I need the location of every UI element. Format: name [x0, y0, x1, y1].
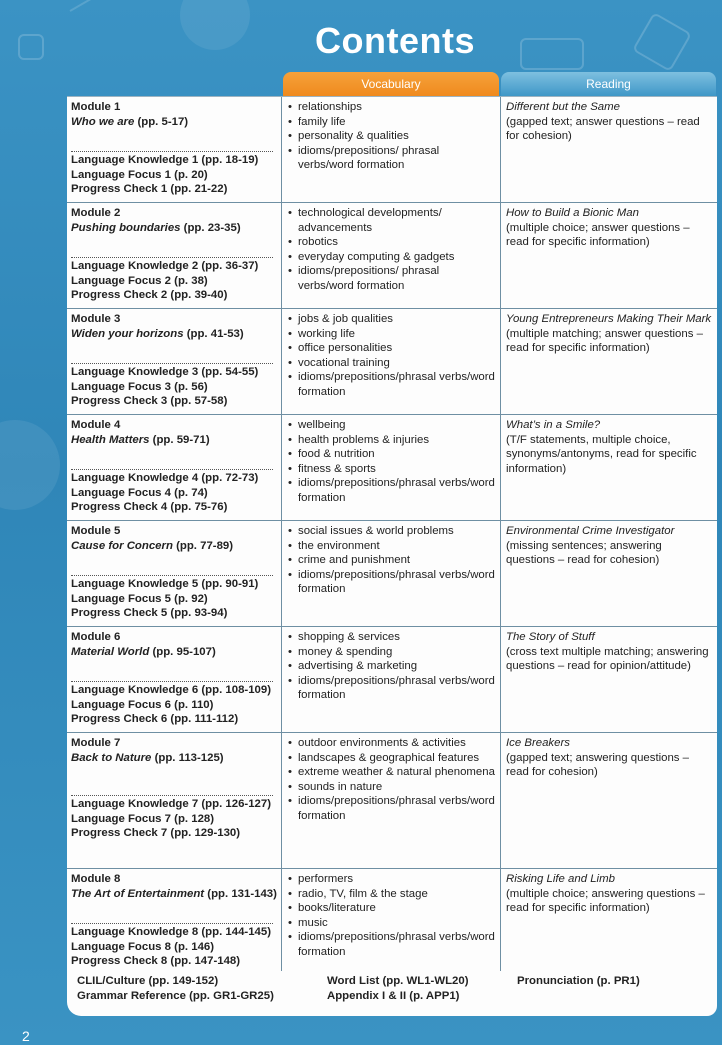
module-cell [67, 97, 282, 203]
module-cell [67, 733, 282, 869]
footer-appendix-link[interactable]: Appendix I & II (p. APP1) [327, 989, 460, 1002]
progress-check-link[interactable]: Progress Check 7 (pp. 129-130) [71, 827, 241, 839]
vocabulary-item: • sounds in nature [288, 780, 496, 795]
reading-description: (missing sentences; answering questions – read for cohesion) [506, 539, 662, 566]
language-knowledge-link[interactable]: Language Knowledge 6 (pp. 108-109) [71, 684, 272, 696]
language-knowledge-link[interactable]: Language Knowledge 5 (pp. 90-91) [71, 578, 259, 590]
vocabulary-item: • food & nutrition [288, 447, 496, 462]
language-knowledge-link[interactable]: Language Knowledge 7 (pp. 126-127) [71, 798, 272, 810]
module-pages: (pp. 41-53) [186, 327, 244, 340]
language-knowledge-link[interactable]: Language Knowledge 2 (pp. 36-37) [71, 260, 259, 272]
module-cell [67, 415, 282, 521]
vocabulary-item: • office personalities [288, 341, 496, 356]
module-row [67, 868, 717, 971]
vocabulary-item: • the environment [288, 539, 496, 554]
footer-clil-link[interactable]: CLIL/Culture (pp. 149-152) [77, 975, 219, 987]
progress-check-link[interactable]: Progress Check 8 (pp. 147-148) [71, 955, 241, 967]
module-label: Module 5 [71, 525, 121, 537]
vocabulary-item: • idioms/prepositions/ phrasal verbs/word formation [288, 144, 496, 173]
column-header-reading: Reading [501, 72, 716, 96]
module-row [67, 414, 717, 521]
module-pages: (pp. 59-71) [152, 433, 210, 446]
vocabulary-item: • fitness & sports [288, 462, 496, 477]
language-focus-link[interactable]: Language Focus 5 (p. 92) [71, 592, 208, 605]
module-label: Module 2 [71, 207, 121, 219]
reading-cell [501, 869, 717, 971]
vocabulary-item: • idioms/prepositions/phrasal verbs/word formation [288, 674, 496, 703]
vocabulary-item: • relationships [288, 100, 496, 115]
reading-title[interactable]: What’s in a Smile? [506, 419, 601, 431]
vocabulary-cell [282, 203, 501, 309]
vocabulary-item: • outdoor environments & activities [288, 736, 496, 751]
language-focus-link[interactable]: Language Focus 6 (p. 110) [71, 698, 214, 711]
vocabulary-list [288, 100, 496, 173]
vocabulary-item: • family life [288, 115, 496, 130]
module-row [67, 732, 717, 869]
dotted-separator [71, 469, 273, 470]
dotted-separator [71, 681, 273, 682]
language-knowledge-link[interactable]: Language Knowledge 8 (pp. 144-145) [71, 926, 272, 938]
module-label: Module 7 [71, 737, 121, 749]
vocabulary-item: • advertising & marketing [288, 659, 496, 674]
module-row [67, 520, 717, 627]
module-title: Pushing boundaries [71, 221, 181, 234]
module-cell [67, 627, 282, 733]
vocabulary-item: • vocational training [288, 356, 496, 371]
module-pages: (pp. 113-125) [154, 751, 224, 764]
language-focus-link[interactable]: Language Focus 7 (p. 128) [71, 812, 215, 825]
vocabulary-item: • crime and punishment [288, 553, 496, 568]
reading-title[interactable]: Different but the Same [506, 101, 620, 113]
reading-title[interactable]: Ice Breakers [506, 737, 570, 749]
dotted-separator [71, 151, 273, 152]
module-title-line[interactable] [71, 433, 277, 448]
module-title: Health Matters [71, 433, 150, 446]
module-title: The Art of Entertainment [71, 887, 205, 900]
module-row [67, 308, 717, 415]
module-pages: (pp. 5-17) [137, 115, 189, 128]
decor-square [520, 38, 584, 70]
dotted-separator [71, 575, 273, 576]
language-focus-link[interactable]: Language Focus 4 (p. 74) [71, 486, 208, 499]
dotted-separator [71, 257, 273, 258]
module-cell [67, 521, 282, 627]
footer-wordlist-link[interactable]: Word List (pp. WL1-WL20) [327, 975, 469, 987]
vocabulary-list [288, 418, 496, 505]
progress-check-link[interactable]: Progress Check 2 (pp. 39-40) [71, 289, 228, 301]
module-title: Widen your horizons [71, 327, 184, 340]
vocabulary-item: • idioms/prepositions/phrasal verbs/word formation [288, 568, 496, 597]
language-focus-link[interactable]: Language Focus 2 (p. 38) [71, 274, 208, 287]
module-cell [67, 869, 282, 971]
language-knowledge-link[interactable]: Language Knowledge 4 (pp. 72-73) [71, 472, 259, 484]
module-title-line[interactable] [71, 645, 277, 660]
reading-description: (multiple choice; answer questions – read for specific information) [506, 221, 690, 248]
page-title: Contents [315, 20, 475, 61]
progress-check-link[interactable]: Progress Check 4 (pp. 75-76) [71, 501, 228, 513]
progress-check-link[interactable]: Progress Check 1 (pp. 21-22) [71, 183, 228, 195]
reading-description: (cross text multiple matching; answering questions – read for opinion/attitude) [506, 645, 709, 672]
reading-title[interactable]: Risking Life and Limb [506, 873, 615, 885]
module-row [67, 202, 717, 309]
vocabulary-item: • idioms/prepositions/phrasal verbs/word formation [288, 370, 496, 399]
vocabulary-item: • idioms/prepositions/phrasal verbs/word formation [288, 794, 496, 823]
vocabulary-list [288, 524, 496, 597]
vocabulary-cell [282, 521, 501, 627]
vocabulary-item: • idioms/prepositions/phrasal verbs/word formation [288, 930, 496, 959]
vocabulary-item: • music [288, 916, 496, 931]
reading-cell [501, 415, 717, 521]
progress-check-link[interactable]: Progress Check 3 (pp. 57-58) [71, 395, 228, 407]
vocabulary-item: • technological developments/ advancements [288, 206, 496, 235]
reading-description: (multiple matching; answer questions – read for specific information) [506, 327, 703, 354]
progress-check-link[interactable]: Progress Check 5 (pp. 93-94) [71, 607, 228, 619]
reading-cell [501, 203, 717, 309]
vocabulary-cell [282, 733, 501, 869]
progress-check-link[interactable]: Progress Check 6 (pp. 111-112) [71, 713, 239, 725]
reading-title[interactable]: The Story of Stuff [506, 631, 595, 643]
reading-description: (gapped text; answer questions – read for cohesion) [506, 115, 700, 142]
decor-square [18, 34, 44, 60]
vocabulary-cell [282, 627, 501, 733]
vocabulary-item: • everyday computing & gadgets [288, 250, 496, 265]
vocabulary-item: • idioms/prepositions/ phrasal verbs/word formation [288, 264, 496, 293]
language-focus-link[interactable]: Language Focus 8 (p. 146) [71, 940, 215, 953]
vocabulary-list [288, 630, 496, 703]
vocabulary-list [288, 872, 496, 959]
vocabulary-item: • extreme weather & natural phenomena [288, 765, 496, 780]
reading-cell [501, 97, 717, 203]
language-knowledge-link[interactable]: Language Knowledge 3 (pp. 54-55) [71, 366, 259, 378]
vocabulary-item: • money & spending [288, 645, 496, 660]
reading-title[interactable]: Environmental Crime Investigator [506, 525, 675, 537]
dotted-separator [71, 923, 273, 924]
reading-title[interactable]: How to Build a Bionic Man [506, 207, 639, 219]
reading-description: (T/F statements, multiple choice, synonyms/antonyms, read for specific information) [506, 433, 697, 475]
reading-title[interactable]: Young Entrepreneurs Making Their Mark [506, 313, 712, 325]
module-title-line[interactable] [71, 115, 277, 130]
vocabulary-item: • shopping & services [288, 630, 496, 645]
column-header-vocabulary: Vocabulary [283, 72, 499, 96]
language-knowledge-link[interactable]: Language Knowledge 1 (pp. 18-19) [71, 154, 259, 166]
language-focus-link[interactable]: Language Focus 1 (p. 20) [71, 168, 208, 181]
module-label: Module 1 [71, 101, 121, 113]
module-title-line[interactable] [71, 887, 277, 902]
vocabulary-list [288, 312, 496, 399]
module-label: Module 3 [71, 313, 121, 325]
vocabulary-item: • wellbeing [288, 418, 496, 433]
module-title: Who we are [71, 115, 135, 128]
module-cell [67, 203, 282, 309]
reading-cell [501, 309, 717, 415]
dotted-separator [71, 795, 273, 796]
reading-cell [501, 627, 717, 733]
module-row [67, 626, 717, 733]
footer-grammar-link[interactable]: Grammar Reference (pp. GR1-GR25) [77, 989, 274, 1002]
reading-cell [501, 521, 717, 627]
module-title-line[interactable] [71, 327, 277, 342]
module-title: Back to Nature [71, 751, 152, 764]
module-label: Module 6 [71, 631, 121, 643]
module-pages: (pp. 95-107) [152, 645, 216, 658]
module-title-line[interactable] [71, 221, 277, 236]
vocabulary-item: • personality & qualities [288, 129, 496, 144]
module-title-line[interactable] [71, 751, 277, 766]
vocabulary-item: • performers [288, 872, 496, 887]
vocabulary-cell [282, 869, 501, 971]
reading-description: (multiple choice; answering questions – read for specific information) [506, 887, 705, 914]
module-title: Cause for Concern [71, 539, 173, 552]
vocabulary-item: • books/literature [288, 901, 496, 916]
vocabulary-item: • landscapes & geographical features [288, 751, 496, 766]
module-title-line[interactable] [71, 539, 277, 554]
module-pages: (pp. 77-89) [176, 539, 234, 552]
vocabulary-list [288, 736, 496, 823]
vocabulary-cell [282, 97, 501, 203]
vocabulary-item: • social issues & world problems [288, 524, 496, 539]
module-label: Module 8 [71, 873, 121, 885]
dotted-separator [71, 363, 273, 364]
vocabulary-item: • radio, TV, film & the stage [288, 887, 496, 902]
module-row [67, 96, 717, 203]
module-cell [67, 309, 282, 415]
module-label: Module 4 [71, 419, 121, 431]
language-focus-link[interactable]: Language Focus 3 (p. 56) [71, 380, 208, 393]
module-pages: (pp. 131-143) [207, 887, 277, 900]
vocabulary-list [288, 206, 496, 293]
vocabulary-item: • jobs & job qualities [288, 312, 496, 327]
page-number: 2 [22, 1028, 30, 1044]
vocabulary-item: • robotics [288, 235, 496, 250]
contents-table [67, 96, 717, 1016]
footer-pronunciation-link[interactable]: Pronunciation (p. PR1) [517, 975, 640, 987]
module-title: Material World [71, 645, 150, 658]
vocabulary-item: • idioms/prepositions/phrasal verbs/word formation [288, 476, 496, 505]
vocabulary-item: • health problems & injuries [288, 433, 496, 448]
vocabulary-cell [282, 415, 501, 521]
reading-cell [501, 733, 717, 869]
module-pages: (pp. 23-35) [183, 221, 241, 234]
reading-description: (gapped text; answering questions – read for cohesion) [506, 751, 690, 778]
vocabulary-item: • working life [288, 327, 496, 342]
vocabulary-cell [282, 309, 501, 415]
